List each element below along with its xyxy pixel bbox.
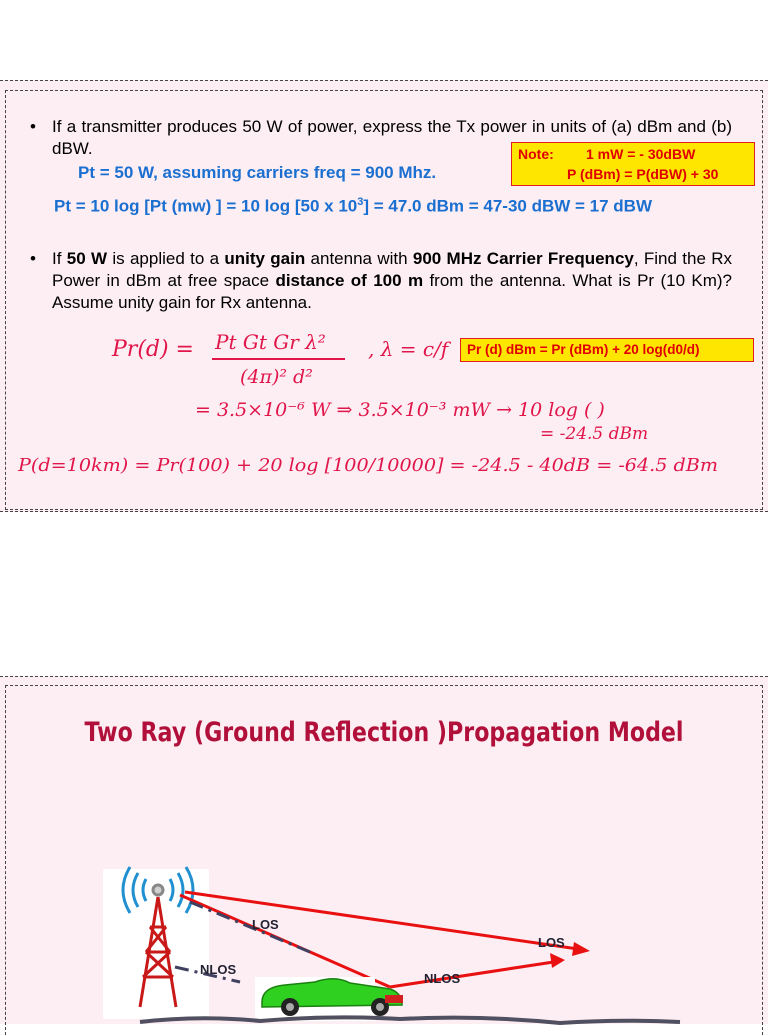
pt-calc-exponent: 3 (357, 196, 364, 208)
label-los-right: LOS (538, 935, 565, 950)
ground-line (140, 1017, 680, 1023)
bullet-question-2 (30, 248, 733, 314)
bullet-dot: • (30, 249, 36, 268)
hw-dbm-result: = -24.5 dBm (540, 424, 649, 444)
q2-text-1: If (52, 249, 67, 268)
bullet-dot: • (30, 117, 36, 136)
bullet-1-text: If a transmitter produces 50 W of power, express the Tx power in units of (a) dBm and (b) dBW. (52, 117, 732, 158)
hw-denominator: (4π)² d² (240, 366, 313, 388)
slide-title: Two Ray (Ground Reflection )Propagation Model (84, 717, 684, 748)
q2-bold-power: 50 W (66, 249, 108, 268)
note-box (511, 142, 755, 186)
label-nlos-left: NLOS (200, 962, 237, 977)
pt-statement: Pt = 50 W, assuming carriers freq = 900 Mhz. (78, 163, 437, 182)
q2-text-5: from the antenna. What is Pr (10 Km)? Assume unity gain for Rx antenna. (52, 271, 733, 312)
q2-bold-distance: distance of 100 m (275, 271, 424, 290)
hw-10km-line: P(d=10km) = Pr(100) + 20 log [100/10000] = -24.5 - 40dB = -64.5 dBm (16, 455, 718, 476)
q2-bold-frequency: 900 MHz Carrier Frequency (412, 249, 634, 268)
reflected-ray (390, 961, 560, 987)
hw-numerator: Pt Gt Gr λ² (215, 330, 326, 354)
two-ray-diagram (0, 857, 768, 1025)
pt-calc-part1: Pt = 10 log [Pt (mw) ] = 10 log [50 x 10 (54, 196, 358, 216)
q2-text-2: is applied to a (107, 249, 225, 268)
handwritten-solution (0, 321, 768, 491)
q2-text-3: antenna with (305, 249, 413, 268)
los-ray-arrowhead (572, 942, 590, 956)
slide-2 (0, 676, 768, 1024)
slide-1 (0, 80, 768, 512)
note-label: Note: (518, 146, 554, 162)
note-line-1: 1 mW = - 30dBW (586, 146, 696, 162)
label-los-top: LOS (252, 917, 279, 932)
q2-bold-gain: unity gain (224, 249, 306, 268)
hw-lambda: , λ = c/f (368, 337, 449, 361)
note-line-2: P (dBm) = P(dBW) + 30 (567, 166, 719, 182)
los-ray-to-far (185, 892, 585, 950)
hw-pr-d: Pr(d) = (112, 337, 194, 362)
path-loss-formula-box: Pr (d) dBm = Pr (dBm) + 20 log(d0/d) (460, 338, 754, 362)
label-nlos-right: NLOS (424, 971, 461, 986)
hw-result-line: = 3.5×10⁻⁶ W ⇒ 3.5×10⁻³ mW → 10 log ( ) (195, 399, 605, 421)
pt-calculation (54, 196, 652, 217)
reflected-ray-arrowhead (550, 953, 565, 968)
pt-calc-part2: ] = 47.0 dBm = 47-30 dBW = 17 dBW (363, 196, 653, 216)
q2-text-4: , Find the Rx Power in dBm at free space (52, 249, 733, 290)
